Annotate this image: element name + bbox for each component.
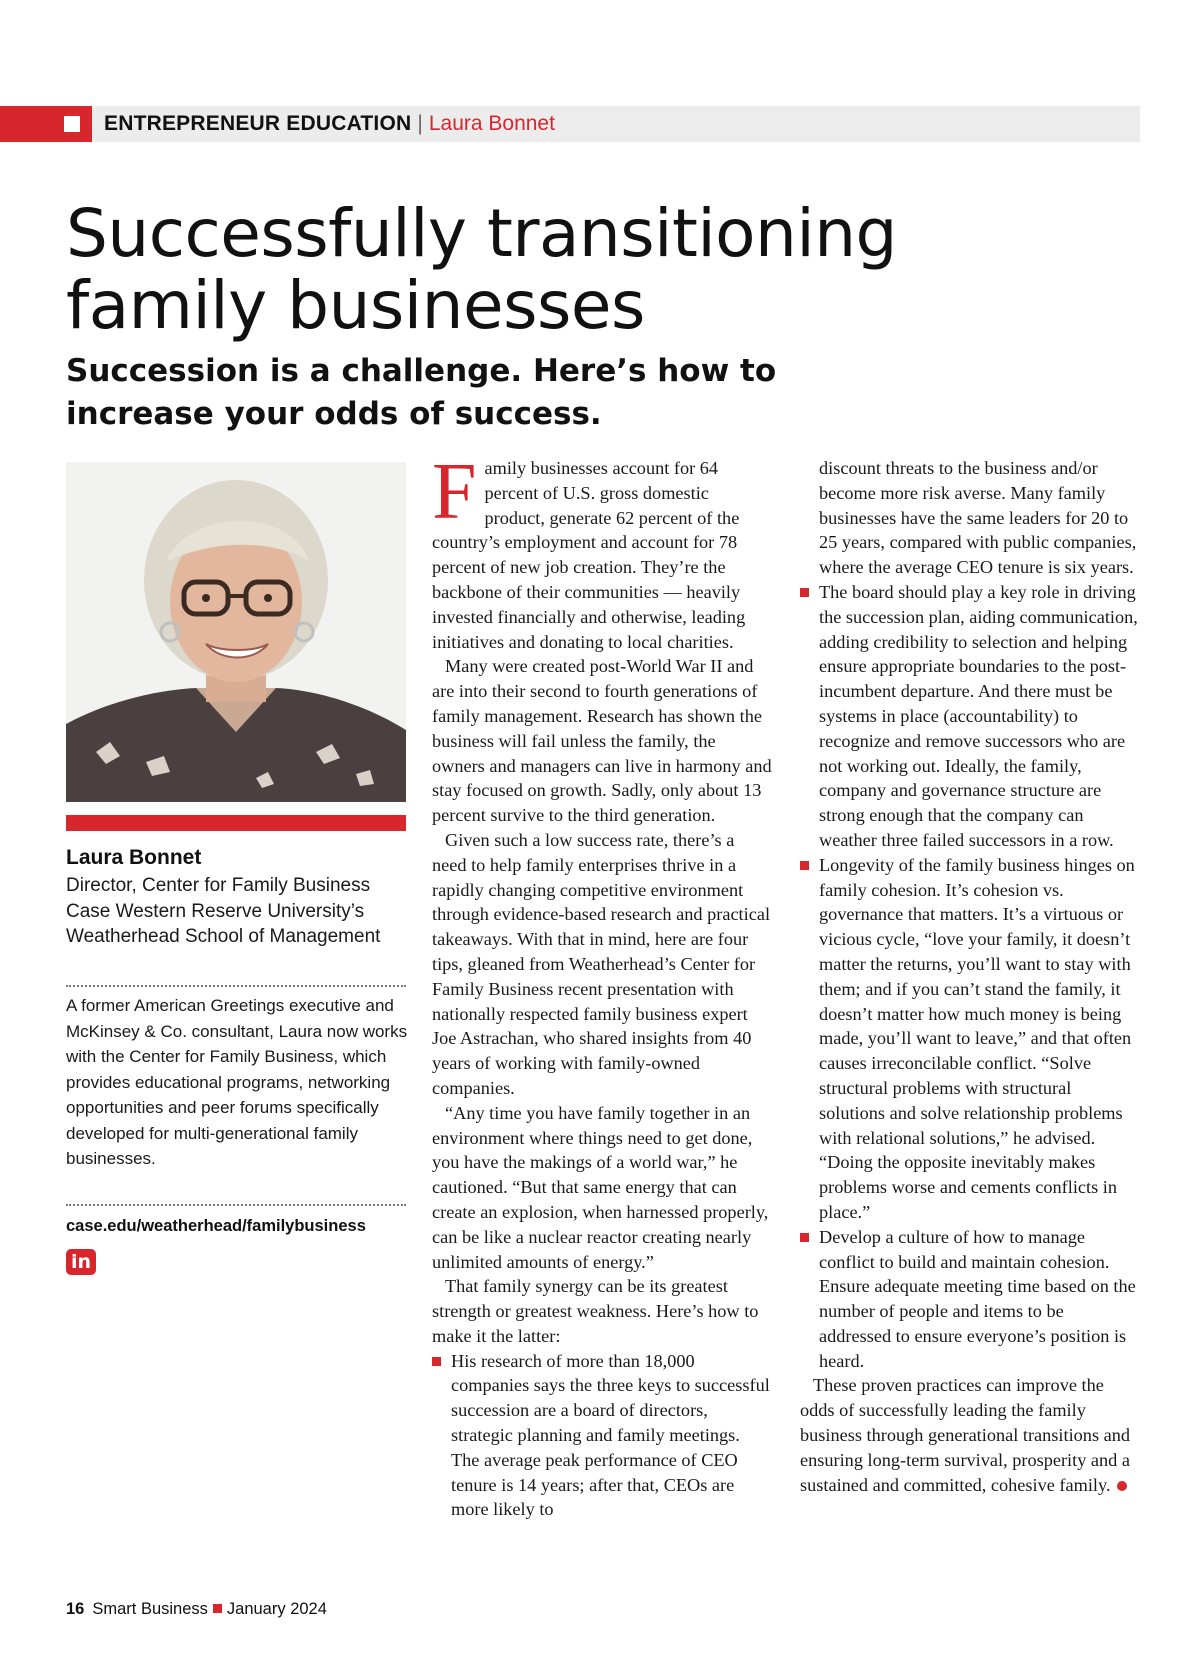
issue-date: January 2024 [226, 1600, 327, 1618]
article-paragraph: Many were created post-World War II and are into their second to fourth generations of family management. Research has shown the business will fail unless the family, the owners and managers can live in harmony and stay focused on growth. Sadly, only about 13 percent survive to the third generation. [432, 656, 772, 826]
section-header-band [0, 106, 1140, 142]
section-marker [0, 106, 92, 142]
linkedin-icon[interactable]: in [66, 1249, 96, 1275]
author-website-link[interactable]: case.edu/weatherhead/familybusiness [66, 1217, 366, 1235]
bullet-item: Develop a culture of how to manage conflict to build and maintain cohesion. Ensure adequate meeting time based on the number of people and items to be addressed to ensure everyone’s position is heard. [800, 1225, 1140, 1374]
paragraph-text: These proven practices can improve the odds of successfully leading the family business through generational transitions and ensuring long-term survival, prosperity and a sustained and committed, cohesive family. [800, 1375, 1131, 1495]
section-header-text [104, 106, 555, 142]
bullet-item: The board should play a key role in driving the succession plan, aiding communication, adding credibility to selection and helping ensure appropriate boundaries to the post-incumbent departure. And there must be systems in place (accountability) to recognize and remove successors who are not working out. Ideally, the family, company and governance structure are strong enough that the company can weather three failed successors in a row. [800, 580, 1140, 853]
end-mark-icon [1117, 1481, 1127, 1491]
dotted-divider [66, 1204, 406, 1206]
article-paragraph: That family synergy can be its greatest strength or greatest weakness. Here’s how to make it the latter: [432, 1276, 759, 1346]
article-paragraph: “Any time you have family together in an environment where things need to get done, you have the makings of a world war,” he cautioned. “But that same energy that can create an explosion, when harnessed properly, can be like a nuclear reactor creating nearly unlimited amounts of energy.” [432, 1102, 769, 1272]
section-separator: | [417, 112, 423, 135]
dotted-divider [66, 985, 406, 987]
article-paragraph: Given such a low success rate, there’s a need to help family enterprises thrive in a rapidly changing competitive environment through evidence-based research and practical takeaways. With that in mind, here are four tips, gleaned from Weatherhead’s Center for Family Business recent presentation with nationally respected family business expert Joe Astrachan, who shared insights from 40 years of working with family-owned companies. [432, 829, 771, 1098]
bullet-item: Longevity of the family business hinges on family cohesion. It’s cohesion vs. governance that matters. It’s a virtuous or vicious cycle, “love your family, it doesn’t matter the returns, you’ll want to stay with them; and if you can’t stand the family, it doesn’t matter how much money is being made, you’ll want to leave,” and that often causes irreconcilable conflict. “Solve structural problems with structural solutions and solve relationship problems with relational solutions,” he advised. “Doing the opposite inevitably makes problems worse and cements conflicts in place.” [800, 853, 1140, 1225]
author-portrait [66, 462, 406, 802]
bullet-continuation: discount threats to the business and/or become more risk averse. Many family businesses have the same leaders for 20 to 25 years, compared with public companies, where the average CEO tenure is six years. [819, 458, 1137, 578]
square-icon [213, 1604, 222, 1613]
publication-name: Smart Business [92, 1600, 208, 1618]
square-icon [64, 116, 80, 132]
author-bio: A former American Greetings executive and McKinsey & Co. consultant, Laura now works with the Center for Family Business, which provides educational programs, networking opportunities and peer forums specifically developed for multi-generational family businesses. [66, 996, 408, 1168]
author-accent-bar [66, 815, 406, 831]
author-role: Director, Center for Family Business Case Western Reserve University’s Weatherhead School of Management [66, 875, 381, 947]
page-number: 16 [66, 1600, 85, 1618]
article-title: Successfully transitioning family businesses [66, 195, 897, 344]
section-name: ENTREPRENEUR EDUCATION [104, 112, 412, 135]
article-subtitle: Succession is a challenge. Here’s how to increase your odds of success. [66, 353, 777, 432]
drop-cap: F [432, 448, 477, 536]
page-footer [66, 1600, 327, 1619]
bullet-item: His research of more than 18,000 companies says the three keys to successful succession are a board of directors, strategic planning and family meetings. The average peak performance of CEO tenure is 14 years; after that, CEOs are more likely to [432, 1349, 772, 1523]
article-paragraph [432, 448, 772, 654]
header-author: Laura Bonnet [428, 112, 555, 135]
paragraph-text: amily businesses account for 64 percent of U.S. gross domestic product, generate 62 percent of the country’s employment and account for 78 percent of new job creation. They’re the backbone of their communities — heavily invested financially and otherwise, leading initiatives and donating to local charities. [432, 458, 746, 652]
closing-paragraph [800, 1373, 1140, 1497]
article-column-2 [800, 456, 1140, 1497]
article-column-1 [432, 448, 772, 1522]
author-name: Laura Bonnet [66, 846, 202, 869]
